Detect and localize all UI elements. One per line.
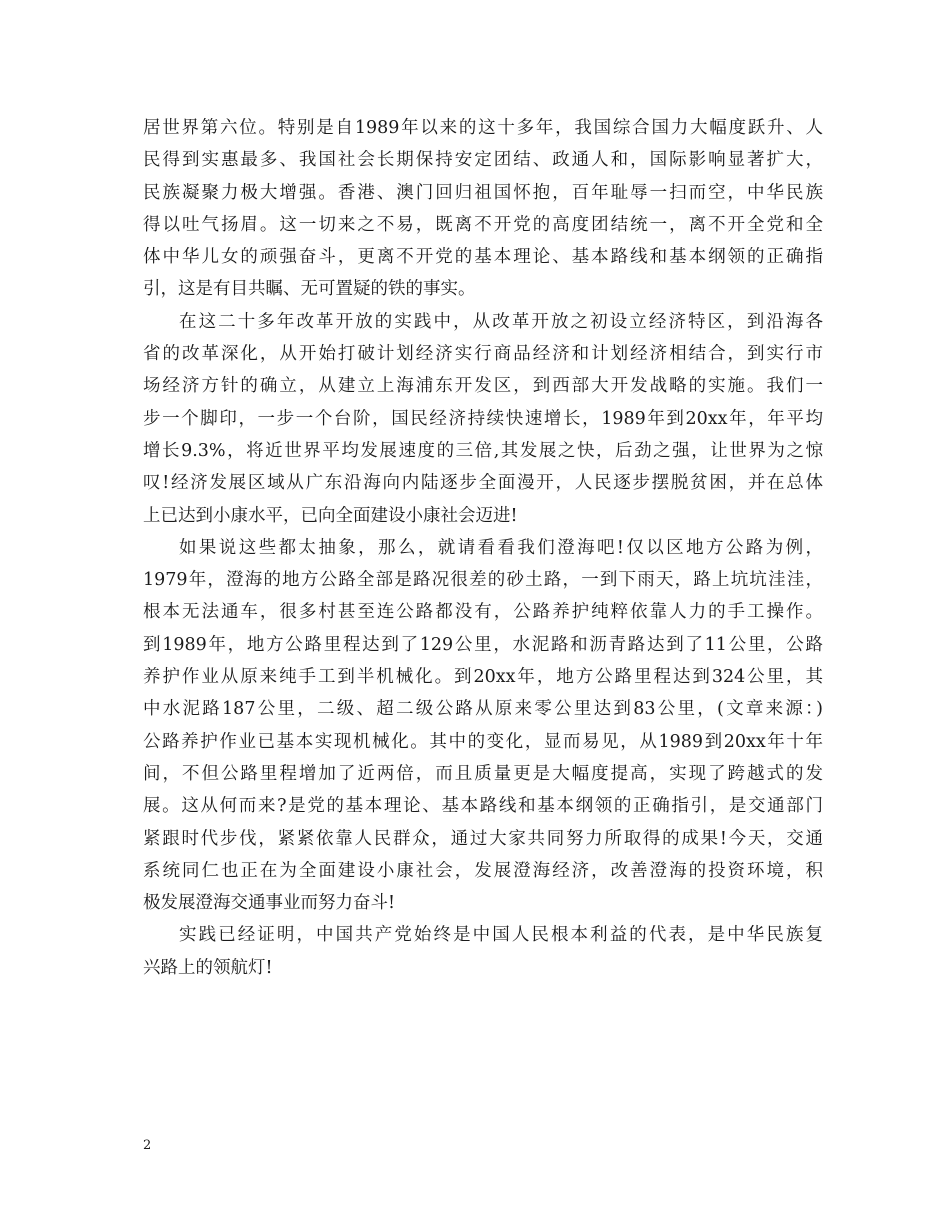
text-line: 引，这是有目共瞩、无可置疑的铁的事实。 — [143, 279, 476, 300]
text-line: 体中华儿女的顽强奋斗，更离不开党的基本理论、基本路线和基本纲领的正确指 — [143, 247, 823, 268]
text-line: 1979年，澄海的地方公路全部是路况很差的砂土路，一到下雨天，路上坑坑洼洼， — [143, 570, 823, 591]
text-line: 到1989年，地方公路里程达到了129公里，水泥路和沥青路达到了11公里，公路 — [143, 634, 823, 655]
text-line: 根本无法通车，很多村甚至连公路都没有，公路养护纯粹依靠人力的手工操作。 — [143, 602, 823, 623]
text-line: 民族凝聚力极大增强。香港、澳门回归祖国怀抱，百年耻辱一扫而空，中华民族 — [143, 182, 823, 203]
text-line: 间，不但公路里程增加了近两倍，而且质量更是大幅度提高，实现了跨越式的发 — [143, 763, 823, 784]
text-line: 极发展澄海交通事业而努力奋斗! — [143, 893, 396, 914]
text-line: 得以吐气扬眉。这一切来之不易，既离不开党的高度团结统一，离不开全党和全 — [143, 214, 823, 235]
text-line: 实践已经证明，中国共产党始终是中国人民根本利益的代表，是中华民族复 — [179, 925, 823, 946]
page-number: 2 — [143, 1138, 152, 1153]
text-line: 中水泥路187公里，二级、超二级公路从原来零公里达到83公里，(文章来源：) — [143, 699, 823, 720]
text-line: 步一个脚印，一步一个台阶，国民经济持续快速增长，1989年到20xx年，年平均 — [143, 408, 823, 429]
text-line: 紧跟时代步伐，紧紧依靠人民群众，通过大家共同努力所取得的成果!今天，交通 — [143, 828, 823, 849]
text-line: 居世界第六位。特别是自1989年以来的这十多年，我国综合国力大幅度跃升、人 — [143, 118, 823, 138]
text-line: 公路养护作业已基本实现机械化。其中的变化，显而易见，从1989到20xx年十年 — [143, 731, 823, 752]
text-line: 在这二十多年改革开放的实践中，从改革开放之初设立经济特区，到沿海各 — [179, 311, 823, 332]
text-line: 叹!经济发展区域从广东沿海向内陆逐步全面漫开，人民逐步摆脱贫困，并在总体 — [143, 473, 823, 494]
document-body — [143, 112, 823, 984]
text-line: 如果说这些都太抽象，那么，就请看看我们澄海吧!仅以区地方公路为例， — [179, 537, 823, 558]
text-line: 上已达到小康水平，已向全面建设小康社会迈进! — [143, 505, 518, 526]
text-line: 系统同仁也正在为全面建设小康社会，发展澄海经济，改善澄海的投资环境，积 — [143, 860, 823, 881]
text-line: 增长9.3%，将近世界平均发展速度的三倍,其发展之快，后劲之强，让世界为之惊 — [143, 440, 823, 461]
text-line: 场经济方针的确立，从建立上海浦东开发区，到西部大开发战略的实施。我们一 — [143, 376, 823, 397]
text-line: 省的改革深化，从开始打破计划经济实行商品经济和计划经济相结合，到实行市 — [143, 344, 823, 365]
text-line: 展。这从何而来?是党的基本理论、基本路线和基本纲领的正确指引，是交通部门 — [143, 796, 823, 817]
text-line: 民得到实惠最多、我国社会长期保持安定团结、政通人和，国际影响显著扩大， — [143, 150, 823, 171]
text-line: 养护作业从原来纯手工到半机械化。到20xx年，地方公路里程达到324公里，其 — [143, 667, 823, 688]
text-line: 兴路上的领航灯! — [143, 957, 273, 978]
